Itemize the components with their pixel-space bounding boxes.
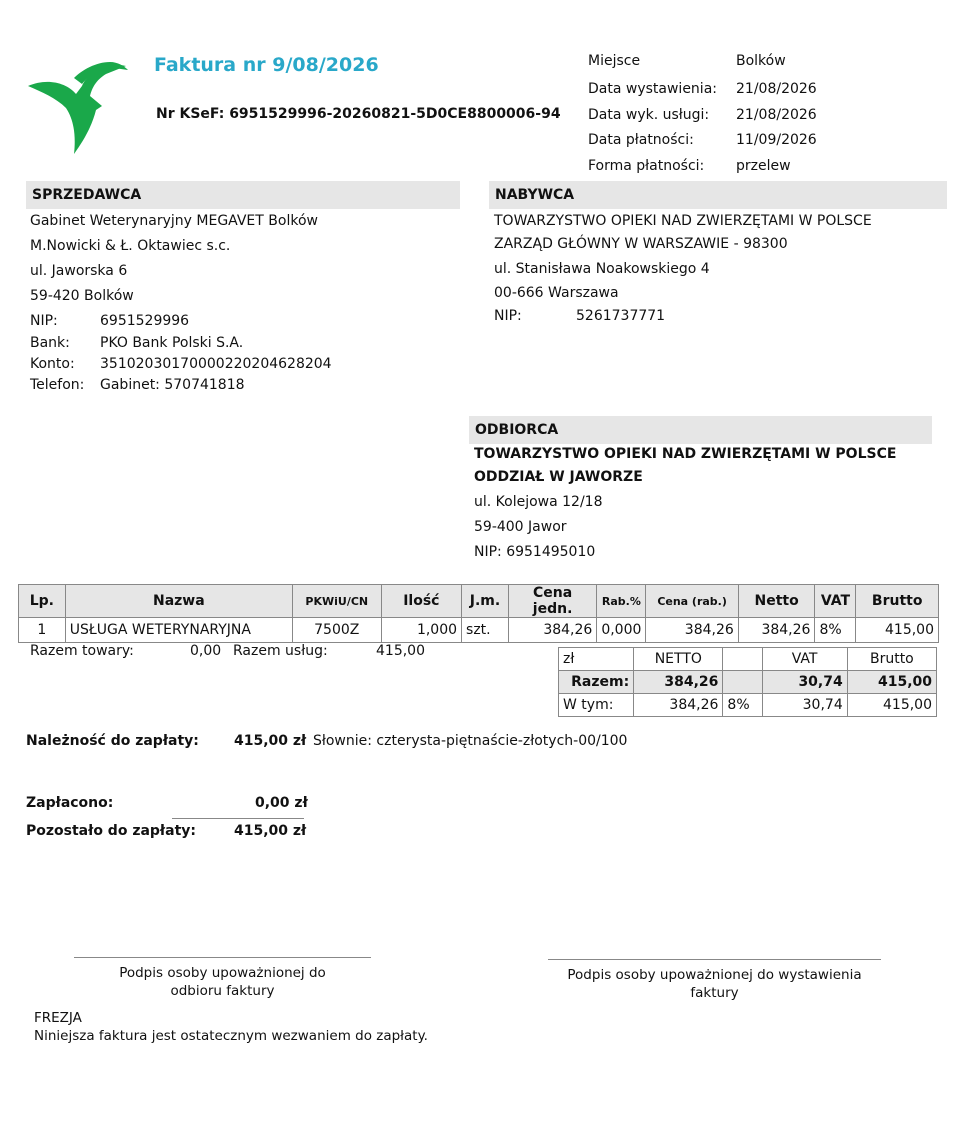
col-header: Rab.% — [597, 585, 646, 618]
ksef-number: Nr KSeF: 6951529996-20260821-5D0CE8800006-94 — [156, 106, 561, 122]
seller-heading: SPRZEDAWCA — [32, 187, 142, 203]
recipient-heading-band — [469, 416, 932, 444]
signature-caption-line: odbioru faktury — [170, 983, 275, 999]
razem-uslugi-label: Razem usług: — [233, 643, 328, 659]
meta-value: 21/08/2026 — [736, 81, 817, 97]
col-header: Cena (rab.) — [646, 585, 738, 618]
meta-label: Data płatności: — [588, 132, 694, 148]
footer-note: Niniejsza faktura jest ostatecznym wezwaniem do zapłaty. — [34, 1028, 428, 1044]
meta-value: 21/08/2026 — [736, 107, 817, 123]
seller-field-label: NIP: — [30, 313, 58, 329]
vat-summary-table — [558, 647, 937, 717]
seller-field-value: PKO Bank Polski S.A. — [100, 335, 244, 351]
signature-caption-right — [548, 966, 881, 1002]
meta-label: Data wyk. usługi: — [588, 107, 710, 123]
cell-discount: 0,000 — [597, 618, 646, 643]
signature-caption-line: Podpis osoby upoważnionej do — [119, 965, 326, 981]
summary-cell — [723, 671, 762, 694]
buyer-heading-band — [489, 181, 947, 209]
company-logo — [26, 56, 130, 156]
invoice-title: Faktura nr 9/08/2026 — [154, 54, 379, 76]
summary-cell: 415,00 — [847, 694, 936, 717]
amount-in-words: Słownie: czterysta-piętnaście-złotych-00/100 — [313, 733, 628, 749]
buyer-line: ZARZĄD GŁÓWNY W WARSZAWIE - 98300 — [494, 236, 788, 252]
recipient-line: NIP: 6951495010 — [474, 544, 596, 560]
col-header: Ilość — [381, 585, 461, 618]
cell-lp: 1 — [19, 618, 66, 643]
summary-cell: Razem: — [559, 671, 634, 694]
cell-brutto: 415,00 — [856, 618, 939, 643]
summary-cell: 384,26 — [634, 694, 723, 717]
meta-value: przelew — [736, 158, 791, 174]
cell-vat: 8% — [815, 618, 856, 643]
summary-cell: 415,00 — [847, 671, 936, 694]
buyer-nip: 5261737771 — [576, 308, 666, 324]
cell-name: USŁUGA WETERYNARYJNA — [65, 618, 292, 643]
recipient-line: 59-400 Jawor — [474, 519, 567, 535]
recipient-line: ul. Kolejowa 12/18 — [474, 494, 603, 510]
seller-field-value: Gabinet: 570741818 — [100, 377, 245, 393]
seller-field-label: Konto: — [30, 356, 75, 372]
meta-value: Bolków — [736, 53, 786, 69]
signature-caption-line: Podpis osoby upoważnionej do wystawienia — [567, 967, 862, 983]
amount-due-label: Należność do zapłaty: — [26, 733, 199, 749]
signature-caption-line: faktury — [690, 985, 739, 1001]
meta-label: Forma płatności: — [588, 158, 705, 174]
cell-pkwiu: 7500Z — [292, 618, 381, 643]
cell-netto: 384,26 — [738, 618, 815, 643]
col-header: VAT — [815, 585, 856, 618]
cell-price-disc: 384,26 — [646, 618, 738, 643]
seller-line: ul. Jaworska 6 — [30, 263, 128, 279]
seller-field-value: 35102030170000220204628204 — [100, 356, 332, 372]
cell-qty: 1,000 — [381, 618, 461, 643]
summary-cell: 30,74 — [762, 694, 847, 717]
amount-due-value: 415,00 zł — [234, 733, 307, 749]
paid-label: Zapłacono: — [26, 795, 114, 811]
summary-cell: 8% — [723, 694, 762, 717]
summary-wtym-row — [559, 694, 937, 717]
seller-field-label: Telefon: — [30, 377, 85, 393]
signature-line-right — [548, 959, 881, 960]
buyer-line: ul. Stanisława Noakowskiego 4 — [494, 261, 710, 277]
items-table — [18, 584, 939, 643]
paid-value: 0,00 zł — [255, 795, 308, 811]
seller-line: 59-420 Bolków — [30, 288, 134, 304]
summary-header: zł — [559, 648, 634, 671]
seller-line: M.Nowicki & Ł. Oktawiec s.c. — [30, 238, 231, 254]
razem-towary-label: Razem towary: — [30, 643, 134, 659]
col-header: Lp. — [19, 585, 66, 618]
summary-header: VAT — [762, 648, 847, 671]
remaining-value: 415,00 zł — [234, 823, 307, 839]
footer-note: FREZJA — [34, 1010, 82, 1026]
col-header: Nazwa — [65, 585, 292, 618]
razem-uslugi-value: 415,00 — [376, 643, 425, 659]
cell-price: 384,26 — [508, 618, 596, 643]
seller-field-label: Bank: — [30, 335, 70, 351]
summary-cell: W tym: — [559, 694, 634, 717]
summary-cell: 384,26 — [634, 671, 723, 694]
recipient-name: TOWARZYSTWO OPIEKI NAD ZWIERZĘTAMI W POLSCE — [474, 446, 897, 462]
meta-label: Miejsce — [588, 53, 641, 69]
signature-caption-left — [74, 964, 371, 1000]
meta-value: 11/09/2026 — [736, 132, 817, 148]
col-header: Brutto — [856, 585, 939, 618]
signature-line-left — [74, 957, 371, 958]
seller-field-value: 6951529996 — [100, 313, 190, 329]
summary-total-row — [559, 671, 937, 694]
col-header: J.m. — [462, 585, 509, 618]
col-header: Netto — [738, 585, 815, 618]
razem-towary-value: 0,00 — [190, 643, 222, 659]
remaining-label: Pozostało do zapłaty: — [26, 823, 196, 839]
summary-header — [723, 648, 762, 671]
buyer-line: 00-666 Warszawa — [494, 285, 619, 301]
col-header: Cena jedn. — [508, 585, 596, 618]
meta-label: Data wystawienia: — [588, 81, 717, 97]
summary-header: NETTO — [634, 648, 723, 671]
buyer-line: TOWARZYSTWO OPIEKI NAD ZWIERZĘTAMI W POLSCE — [494, 213, 872, 229]
seller-heading-band — [26, 181, 460, 209]
recipient-name: ODDZIAŁ W JAWORZE — [474, 469, 643, 485]
table-row — [19, 618, 939, 643]
buyer-nip-label: NIP: — [494, 308, 522, 324]
col-header: PKWiU/CN — [292, 585, 381, 618]
cell-unit: szt. — [462, 618, 509, 643]
summary-header-row — [559, 648, 937, 671]
paid-divider — [172, 818, 304, 819]
summary-cell: 30,74 — [762, 671, 847, 694]
recipient-heading: ODBIORCA — [475, 422, 559, 438]
items-header-row — [19, 585, 939, 618]
seller-line: Gabinet Weterynaryjny MEGAVET Bolków — [30, 213, 318, 229]
buyer-heading: NABYWCA — [495, 187, 575, 203]
summary-header: Brutto — [847, 648, 936, 671]
